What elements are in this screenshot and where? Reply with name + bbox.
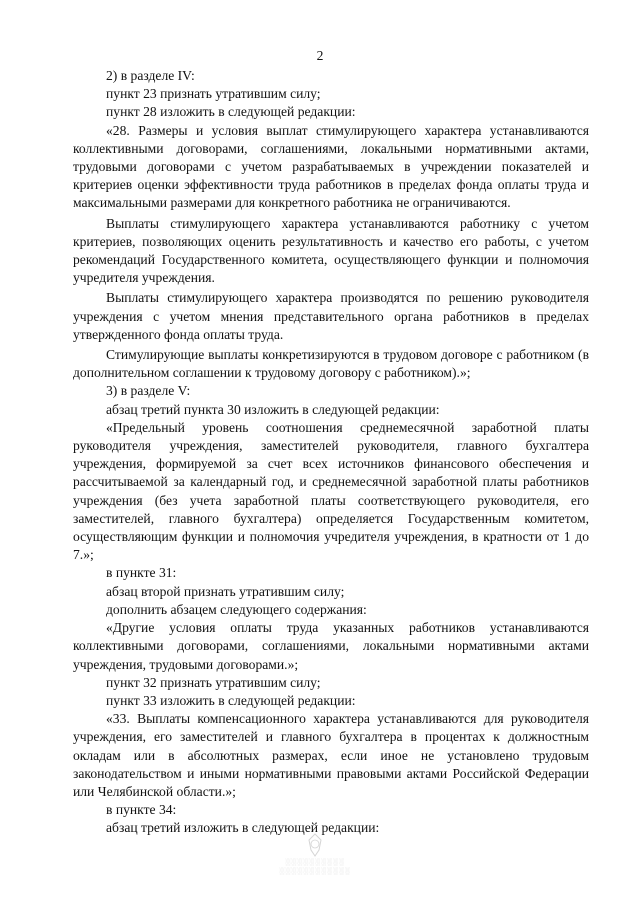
paragraph: в пункте 31: — [106, 565, 177, 581]
paragraph: абзац второй признать утратившим силу; — [106, 583, 345, 599]
document-body — [73, 67, 589, 838]
paragraph: пункт 28 изложить в следующей редакции: — [106, 104, 356, 120]
paragraph: «33. Выплаты компенсационного характера устанавливаются для руководителя учреждения, его заместителей и главного бухгалтера в процентах к должностным окладам или в абсолютных размерах, если иное не установлено трудовым законодательством и иными нормативными правовыми актами Российской Федерации или Челябинской области.»; — [73, 711, 589, 799]
paragraph: пункт 32 признать утратившим силу; — [106, 674, 321, 690]
emblem-icon — [295, 832, 335, 858]
paragraph: Выплаты стимулирующего характера устанавливаются работнику с учетом критериев, позволяющих оценить результативность и качество его работы, с учетом рекомендаций Государственного комитета, осуществляющего функции и полномочия учредителя учреждения. — [73, 215, 589, 286]
paragraph: абзац третий изложить в следующей редакции: — [106, 820, 380, 836]
paragraph: пункт 33 изложить в следующей редакции: — [106, 692, 356, 708]
paragraph: 2) в разделе IV: — [106, 68, 195, 83]
watermark-line: ░░░░░░░░░░ — [285, 859, 345, 866]
paragraph: «Другие условия оплаты труда указанных работников устанавливаются коллективными договорами, соглашениями, локальными нормативными актами учреждения, трудовыми договорами.»; — [73, 620, 589, 672]
paragraph: Стимулирующие выплаты конкретизируются в трудовом договоре с работником (в дополнительном соглашении к трудовому договору с работником).»; — [73, 347, 589, 381]
paragraph: абзац третий пункта 30 изложить в следующей редакции: — [106, 401, 440, 417]
paragraph: Выплаты стимулирующего характера производятся по решению руководителя учреждения с учетом мнения представительного органа работников в пределах утвержденного фонда оплаты труда. — [73, 290, 589, 342]
paragraph: «Предельный уровень соотношения среднемесячной заработной платы руководителя учреждения, заместителей руководителя, главного бухгалтера учреждения, формируемой за счет всех источников финансового обеспечения и рассчитываемой за календарный год, и среднемесячной заработной платы работников учреждения (без учета заработной платы соответствующего руководителя, его заместителей, главного бухгалтера) определяется Государственным комитетом, осуществляющим функции и полномочия учредителя учреждения, в кратности от 1 до 7.»; — [73, 419, 589, 563]
paragraph: 3) в разделе V: — [106, 383, 191, 399]
page-number: 2 — [316, 48, 324, 63]
paragraph: «28. Размеры и условия выплат стимулирующего характера устанавливаются коллективными договорами, соглашениями, локальными нормативными актами, трудовыми договорами с учетом разрабатываемых в учреждении показателей и критериев оценки эффективности труда работников в пределах фонда оплаты труда и максимальными размерами для конкретного работника не ограничиваются. — [73, 122, 589, 211]
paragraph: в пункте 34: — [106, 802, 177, 818]
faint-seal-watermark — [250, 832, 380, 882]
paragraph: пункт 23 признать утратившим силу; — [106, 86, 321, 102]
paragraph: дополнить абзацем следующего содержания: — [106, 601, 367, 617]
watermark-line: ░░░░░░░░░░░░ — [279, 868, 351, 875]
